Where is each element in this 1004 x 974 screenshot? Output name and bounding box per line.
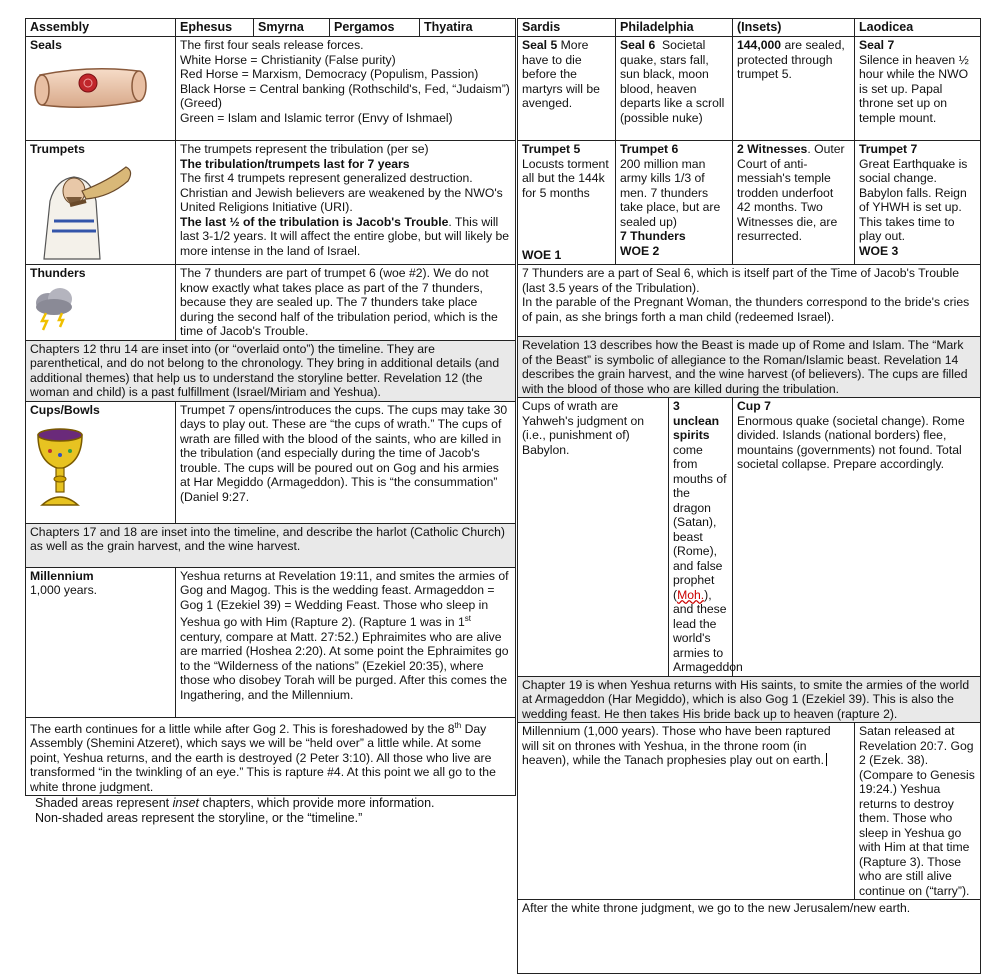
two-witnesses-text: Outer Court of anti-messiah's temple trodden underfoot 42 months. Two Witnesses die, are resurrected.	[737, 142, 845, 243]
header-pergamos: Pergamos	[330, 19, 420, 37]
trumpet6-thunders: 7 Thunders	[620, 229, 686, 243]
seals-line: Green = Islam and Islamic terror (Envy of Ishmael)	[180, 110, 453, 125]
unclean-spirits-moh: Moh.	[677, 587, 705, 602]
millennium-text-cell	[176, 567, 516, 717]
seal6-cell	[616, 37, 733, 141]
trumpets-right-row	[518, 141, 981, 265]
header-laodicea: Laodicea	[855, 19, 981, 37]
header-assembly: Assembly	[26, 19, 176, 37]
trumpets-last-half-rest: . This will last 3-1/2 years. It will affect the entire globe, but will likely be more intense in the land of Israel.	[180, 214, 509, 258]
final-sup: th	[454, 720, 462, 730]
seals-line: White Horse = Christianity (False purity)	[180, 52, 396, 67]
footnote-line-1	[35, 796, 435, 811]
footnote	[35, 796, 435, 826]
seal7-title: Seal 7	[859, 38, 895, 52]
cups-label-cell	[26, 401, 176, 523]
header-thyatira: Thyatira	[420, 19, 516, 37]
seals-right-row	[518, 37, 981, 141]
seals-line: Black Horse = Central banking (Rothschild's, Fed, “Judaism”) (Greed)	[180, 81, 510, 110]
millennium-sub: 1,000 years.	[30, 583, 98, 597]
satan-released-cell: Satan released at Revelation 20:7. Gog 2 (Ezek. 38). (Compare to Genesis 19:24.) Yeshua returns to destroy them. Those who sleep in Yeshua go with Him at that time (Rapture 3). Those who are still alive continue on (“tarry”).	[855, 723, 981, 900]
millennium-right-a: Millennium (1,000 years). Those who have been raptured will sit on thrones with Yeshua, in the throne room (in heaven), while the Tanach prophesies play out on earth.	[522, 724, 831, 767]
final-right-row	[518, 900, 981, 974]
trumpets-last-half-bold: The last ½ of the tribulation is Jacob's Trouble	[180, 214, 449, 229]
scroll-icon	[30, 57, 150, 119]
thunders-right-cell	[518, 265, 981, 337]
chalice-icon	[34, 421, 86, 509]
unclean-spirits-text-a: come from mouths of the dragon (Satan), beast (Rome), and false prophet (	[673, 442, 727, 602]
final-right-text: After the white throne judgment, we go to the new Jerusalem/new earth.	[518, 900, 981, 974]
inset-144k-title: 144,000	[737, 38, 782, 52]
cups-row	[26, 401, 516, 523]
unclean-spirits-cell	[669, 398, 743, 676]
storm-cloud-icon	[30, 285, 80, 331]
ch19-row	[518, 676, 981, 723]
header-insets: (Insets)	[733, 19, 855, 37]
trumpets-row	[26, 141, 516, 265]
thunders-label-cell	[26, 265, 176, 341]
trumpet5-text: Locusts torment all but the 144k for 5 months	[522, 156, 609, 200]
shofar-man-icon	[30, 161, 140, 261]
thunders-text-cell: The 7 thunders are part of trumpet 6 (woe #2). We do not know exactly what takes place as part of the 7 thunders, because they are sealed up. The 7 thunders take place during the second half of the tribulation period, which is the time of Jacob's Trouble.	[176, 265, 516, 341]
thunders-right-p2: In the parable of the Pregnant Woman, the thunders correspond to the bride's cries of pain, as she brings forth a man child (redeemed Israel).	[522, 295, 970, 324]
final-left-text	[26, 717, 516, 796]
ch12-inset-text: Chapters 12 thru 14 are inset into (or “overlaid onto”) the timeline. They are parenthetical, and do not belong to the chronology. They bring in additional details (and additional themes) that help us to understand the storyline better. Revelation 12 (the woman and child) is a past fulfillment (Israel/Miriam and Yeshua).	[26, 340, 516, 401]
cups-wrath-cell	[518, 398, 743, 677]
trumpets-label-cell	[26, 141, 176, 265]
trumpet7-text: Great Earthquake is social change. Babylon falls. Reign of YHWH is set up. This takes time to play out.	[859, 156, 968, 243]
ch17-row	[26, 523, 516, 567]
woe1-label: WOE 1	[522, 247, 562, 262]
trumpets-line: The trumpets represent the tribulation (per se)	[180, 142, 429, 156]
seal7-text: Silence in heaven ½ hour while the NWO is set up. Papal throne set up on temple mount.	[859, 52, 969, 125]
cups-split	[518, 398, 743, 676]
woe3-label: WOE 3	[859, 243, 899, 258]
woe2-label: WOE 2	[620, 243, 660, 258]
millennium-right-row	[518, 723, 981, 900]
trumpet6-title: Trumpet 6	[620, 142, 679, 156]
trumpet6-text: 200 million man army kills 1/3 of men. 7 thunders take place, but are sealed up)	[620, 156, 721, 229]
seals-row	[26, 37, 516, 141]
left-chart-table	[25, 18, 516, 796]
seal5-text: More have to die before the martyrs will be avenged.	[522, 38, 600, 110]
final-text-a: The earth continues for a little while after Gog 2. This is foreshadowed by the 8	[30, 721, 455, 736]
seal6-text: Societal quake, stars fall, sun black, moon blood, heaven departs like a scroll (possible nuke)	[620, 38, 725, 125]
trumpets-line: The first 4 trumpets represent generalized destruction. Christian and Jewish believers are weakened by the NWO's United Religions Initiative (URI).	[180, 171, 503, 214]
seals-label-cell	[26, 37, 176, 141]
trumpets-label: Trumpets	[30, 142, 85, 156]
millennium-text-b: century, compare at Matt. 27:52.) Ephraimites who are alive are married (Hoshea 2:20). At some point the Ephraimites go to the “Wilderness of the nations” (Ezekiel 20:35), where those who disobey Torah will be purged. After this comes the Ingathering, and the Millennium.	[180, 629, 509, 702]
final-text-b: Day Assembly (Shemini Atzeret), which says we will be “held over” a little while. At some point, Yeshua returns, and the earth is destroyed (2 Peter 3:10). All those who live are transformed “in the twinkling of an eye.” This is rapture #4. At this point we all go to the white throne judgment.	[30, 721, 496, 794]
seal6-title: Seal 6	[620, 38, 656, 52]
right-chart-table	[517, 18, 981, 974]
trumpet7-title: Trumpet 7	[859, 142, 918, 156]
inset-144k-text: are sealed, protected through trumpet 5.	[737, 38, 845, 81]
millennium-text-a: Yeshua returns at Revelation 19:11, and smites the armies of Gog and Magog. This is the wedding feast. Armageddon = Gog 1 (Ezekiel 39) = Wedding Feast. Those who sleep in Yeshua go with Him (Rapture 2). (Rapture 1 was in 1	[180, 568, 509, 630]
ch17-inset-text: Chapters 17 and 18 are inset into the timeline, and describe the harlot (Catholic Church) as well as the grain harvest, and the wine harvest.	[26, 523, 516, 567]
thunders-label: Thunders	[30, 266, 86, 280]
millennium-label: Millennium	[30, 568, 94, 583]
thunders-right-p1: 7 Thunders are a part of Seal 6, which is itself part of the Time of Jacob's Trouble (last 3.5 years of the Tribulation).	[522, 266, 960, 295]
thunders-row	[26, 265, 516, 341]
text-cursor	[826, 753, 828, 766]
cups-right-row	[518, 398, 981, 677]
final-row	[26, 717, 516, 796]
ch19-inset-text: Chapter 19 is when Yeshua returns with His saints, to smite the armies of the world at Armageddon (Har Megiddo), which is also Gog 1 (Ezekiel 39). This is also the wedding feast. He then takes His bride back up to heaven (rapture 2).	[518, 676, 981, 723]
inset-144k-cell	[733, 37, 855, 141]
ch13-row	[518, 337, 981, 398]
millennium-sup: st	[464, 614, 471, 623]
cups-wrath-text: Cups of wrath are Yahweh's judgment on (i.e., punishment of) Babylon.	[518, 398, 669, 676]
header-sardis: Sardis	[518, 19, 616, 37]
footnote-line-2: Non-shaded areas represent the storyline, or the “timeline.”	[35, 811, 363, 825]
unclean-spirits-text-b: ), and these lead the world's armies to Armageddon	[673, 587, 743, 674]
cups-text-cell: Trumpet 7 opens/introduces the cups. The cups may take 30 days to play out. These are “the cups of wrath.” The cups of wrath are filled with the blood of the saints, who are killed in the tribulation (and especially during the time of Jacob's trouble. The cups will be poured out on Gog and his armies at Har Megiddo (Armageddon). This is “the consummation” (Daniel 9:27.	[176, 401, 516, 523]
seals-text-cell	[176, 37, 516, 141]
seals-label: Seals	[30, 38, 62, 52]
header-philadelphia: Philadelphia	[616, 19, 733, 37]
unclean-spirits-title: 3 unclean spirits	[673, 399, 720, 442]
trumpets-text-cell	[176, 141, 516, 265]
two-witnesses-title: 2 Witnesses	[737, 142, 808, 156]
trumpet5-cell	[518, 141, 616, 265]
footnote-text-a: Shaded areas represent	[35, 796, 173, 810]
millennium-right-text	[518, 723, 855, 900]
seal7-cell	[855, 37, 981, 141]
header-ephesus: Ephesus	[176, 19, 254, 37]
millennium-row	[26, 567, 516, 717]
footnote-inset-word: inset	[172, 796, 199, 810]
seals-line: The first four seals release forces.	[180, 38, 364, 52]
cups-label: Cups/Bowls	[30, 402, 100, 417]
seal5-title: Seal 5	[522, 38, 558, 52]
cup7-cell	[733, 398, 981, 677]
two-witnesses-cell: 2 Witnesses. Outer Court of anti-messiah's temple trodden underfoot 42 months. Two Witnesses die, are resurrected.	[733, 141, 855, 265]
seals-line: Red Horse = Marxism, Democracy (Populism, Passion)	[180, 67, 479, 81]
trumpet5-title: Trumpet 5	[522, 142, 581, 156]
thunders-right-row	[518, 265, 981, 337]
trumpets-last-half	[180, 215, 511, 259]
header-smyrna: Smyrna	[254, 19, 330, 37]
ch13-inset-text: Revelation 13 describes how the Beast is made up of Rome and Islam. The “Mark of the Beast” is symbolic of allegiance to the Roman/Islamic beast. Revelation 14 describes the grain harvest, and the wine harvest (of believers). The cups are filled with the blood of those who are killed during the tribulation.	[518, 337, 981, 398]
cup7-text: Enormous quake (societal change). Rome divided. Islands (national borders) flee, mountains (governments) not found. Total societal collapse. Prepare accordingly.	[737, 413, 965, 471]
seal5-cell	[518, 37, 616, 141]
left-header-row	[26, 19, 516, 37]
trumpet7-cell	[855, 141, 981, 265]
trumpet6-cell	[616, 141, 733, 265]
right-header-row	[518, 19, 981, 37]
trumpets-bold-line: The tribulation/trumpets last for 7 years	[180, 156, 410, 171]
cup7-title: Cup 7	[737, 399, 771, 413]
millennium-label-cell	[26, 567, 176, 717]
ch12-row	[26, 340, 516, 401]
footnote-text-b: chapters, which provide more information.	[199, 796, 435, 810]
